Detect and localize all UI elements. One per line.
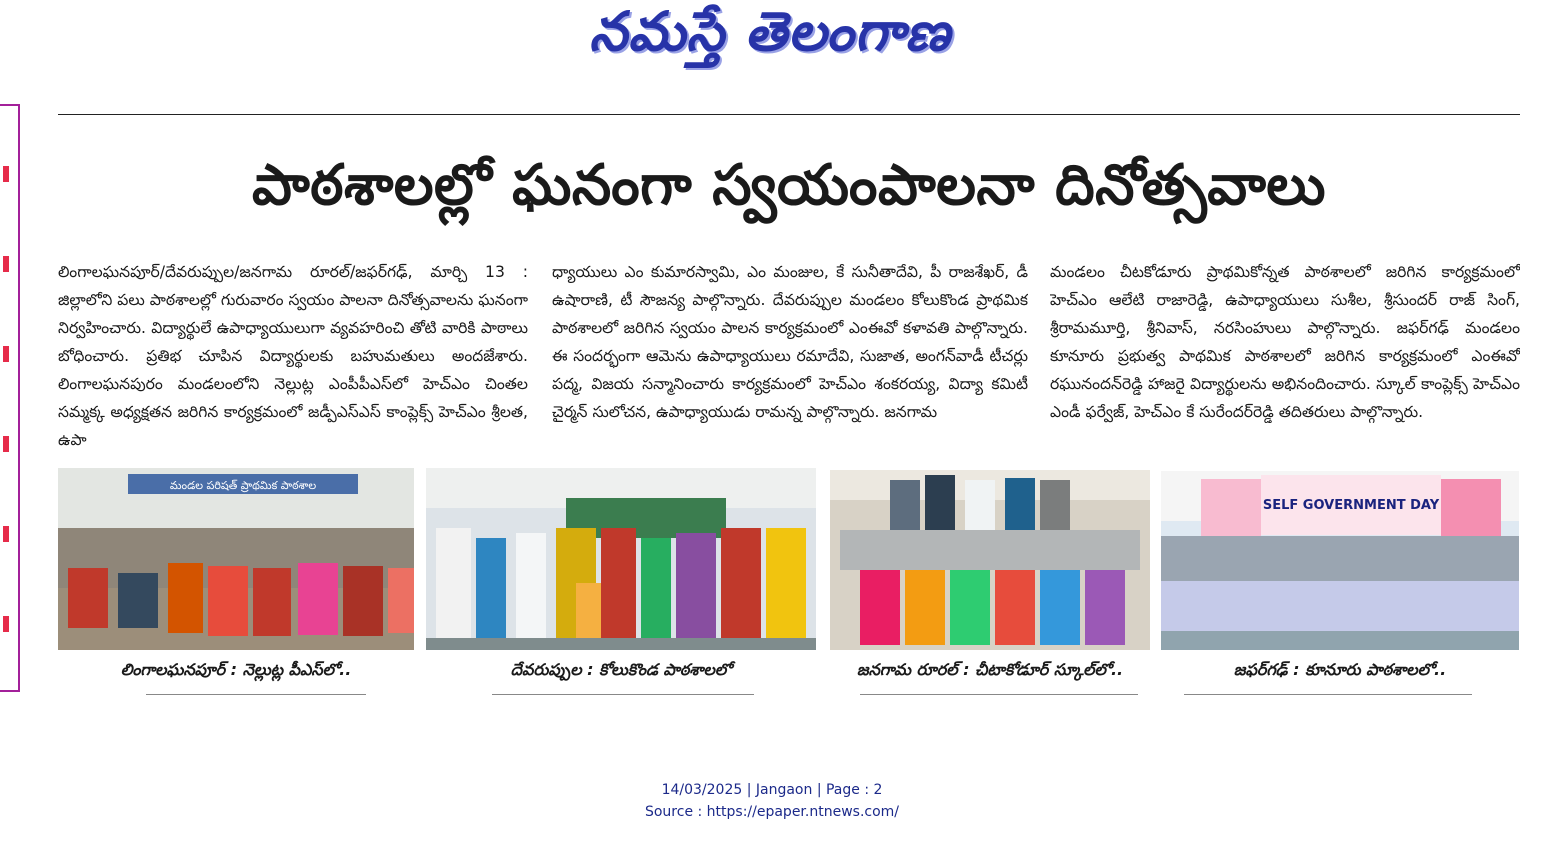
adjacent-page-edge [0, 104, 20, 692]
photo-janagama-rural [830, 470, 1150, 650]
caption-rule [492, 694, 754, 695]
photo-zafargadh [1161, 471, 1519, 650]
caption-rule [1184, 694, 1472, 695]
photo-caption-4: జఫర్‌గఢ్ : కూనూరు పాఠశాలలో.. [1233, 660, 1447, 679]
newspaper-masthead: నమస్తే తెలంగాణ [589, 0, 951, 63]
edge-mark [3, 616, 9, 632]
footer-source-link[interactable]: Source : https://epaper.ntnews.com/ [644, 804, 900, 820]
edge-mark [3, 256, 9, 272]
article-column-2: ధ్యాయులు ఎం కుమారస్వామి, ఎం మంజుల, కే సునీతాదేవి, పీ రాజశేఖర్, డీ ఉషారాణి, టీ సౌజన్య పాల్గొన్నారు. దేవరుప్పుల మండలం కోలుకొండ ప్రాథమిక పాఠశాలలో జరిగిన స్వయం పాలన కార్యక్రమంలో ఎంఈవో కళావతి పాల్గొన్నారు. ఈ సందర్భంగా ఆమెను ఉపాధ్యాయులు రమాదేవి, సుజాత, అంగన్‌వాడీ టీచర్లు పద్మ, విజయ సన్మానించారు కార్యక్రమంలో హెచ్ఎం శంకరయ్య, విద్యా కమిటీ చైర్మన్ సులోచన, ఉపాధ్యాయుడు రామన్న పాల్గొన్నారు. జనగామ [552, 263, 1028, 421]
photo-caption-1: లింగాలఘనపూర్ : నెల్లుట్ల పీఎస్‌లో.. [120, 660, 352, 679]
edge-mark [3, 166, 9, 182]
photo-caption-2: దేవరుప్పుల : కోలుకొండ పాఠశాలలో [510, 660, 732, 679]
edge-mark [3, 436, 9, 452]
event-banner: SELF GOVERNMENT DAY [1262, 498, 1440, 513]
photo-caption-3: జనగామ రూరల్ : చీటాకోడూర్ స్కూల్‌లో.. [856, 660, 1124, 679]
article-top-rule [58, 114, 1520, 115]
photo-lingalaghanpur [58, 468, 414, 650]
edge-mark [3, 346, 9, 362]
article-column-3: మండలం చీటకోడూరు ప్రాథమికోన్నత పాఠశాలలో జరిగిన కార్యక్రమంలో హెచ్ఎం ఆలేటి రాజారెడ్డి, ఉపాధ్యాయులు సుశీల, శ్రీసుందర్ రాజ్ సింగ్, శ్రీరామమూర్తి, శ్రీనివాస్, నరసింహులు పాల్గొన్నారు. జఫర్‌గఢ్ మండలం కూనూరు ప్రభుత్వ పాథమిక పాఠశాలలో జరిగిన కార్యక్రమంలో ఎంఈవో రఘునందన్‌రెడ్డి హాజరై విద్యార్థులను అభినందించారు. స్కూల్ కాంప్లెక్స్ హెచ్ఎం ఎండీ ఫర్వేజ్, హెచ్ఎం కే సురేందర్‌రెడ్డి తదితరులు పాల్గొన్నారు. [1050, 263, 1520, 421]
school-sign: మండల పరిషత్ ప్రాథమిక పాఠశాల [169, 479, 317, 492]
footer-date-page: 14/03/2025 | Jangaon | Page : 2 [661, 782, 883, 798]
caption-rule [146, 694, 366, 695]
article-column-1: లింగాలఘనపూర్/దేవరుప్పుల/జనగామ రూరల్/జఫర్‌గఢ్, మార్చి 13 : జిల్లాలోని పలు పాఠశాలల్లో గురువారం స్వయం పాలనా దినోత్సవాలను ఘనంగా నిర్వహించారు. విద్యార్థులే ఉపాధ్యాయులుగా వ్యవహరించి తోటి వారికి పాఠాలు బోధించారు. ప్రతిభ చూపిన విద్యార్థులకు బహుమతులు అందజేశారు. లింగాలఘనపురం మండలంలోని నెల్లుట్ల ఎంపీపీఎస్‌లో హెచ్ఎం చింతల సమ్మక్క అధ్యక్షతన జరిగిన కార్యక్రమంలో జడ్పీఎస్ఎస్ కాంప్లెక్స్ హెచ్ఎం శ్రీలత, ఉపా [58, 263, 528, 449]
article-headline: పాఠశాలల్లో ఘనంగా స్వయంపాలనా దినోత్సవాలు [252, 153, 1326, 218]
edge-mark [3, 526, 9, 542]
photo-devaruppula [426, 468, 816, 650]
caption-rule [860, 694, 1138, 695]
